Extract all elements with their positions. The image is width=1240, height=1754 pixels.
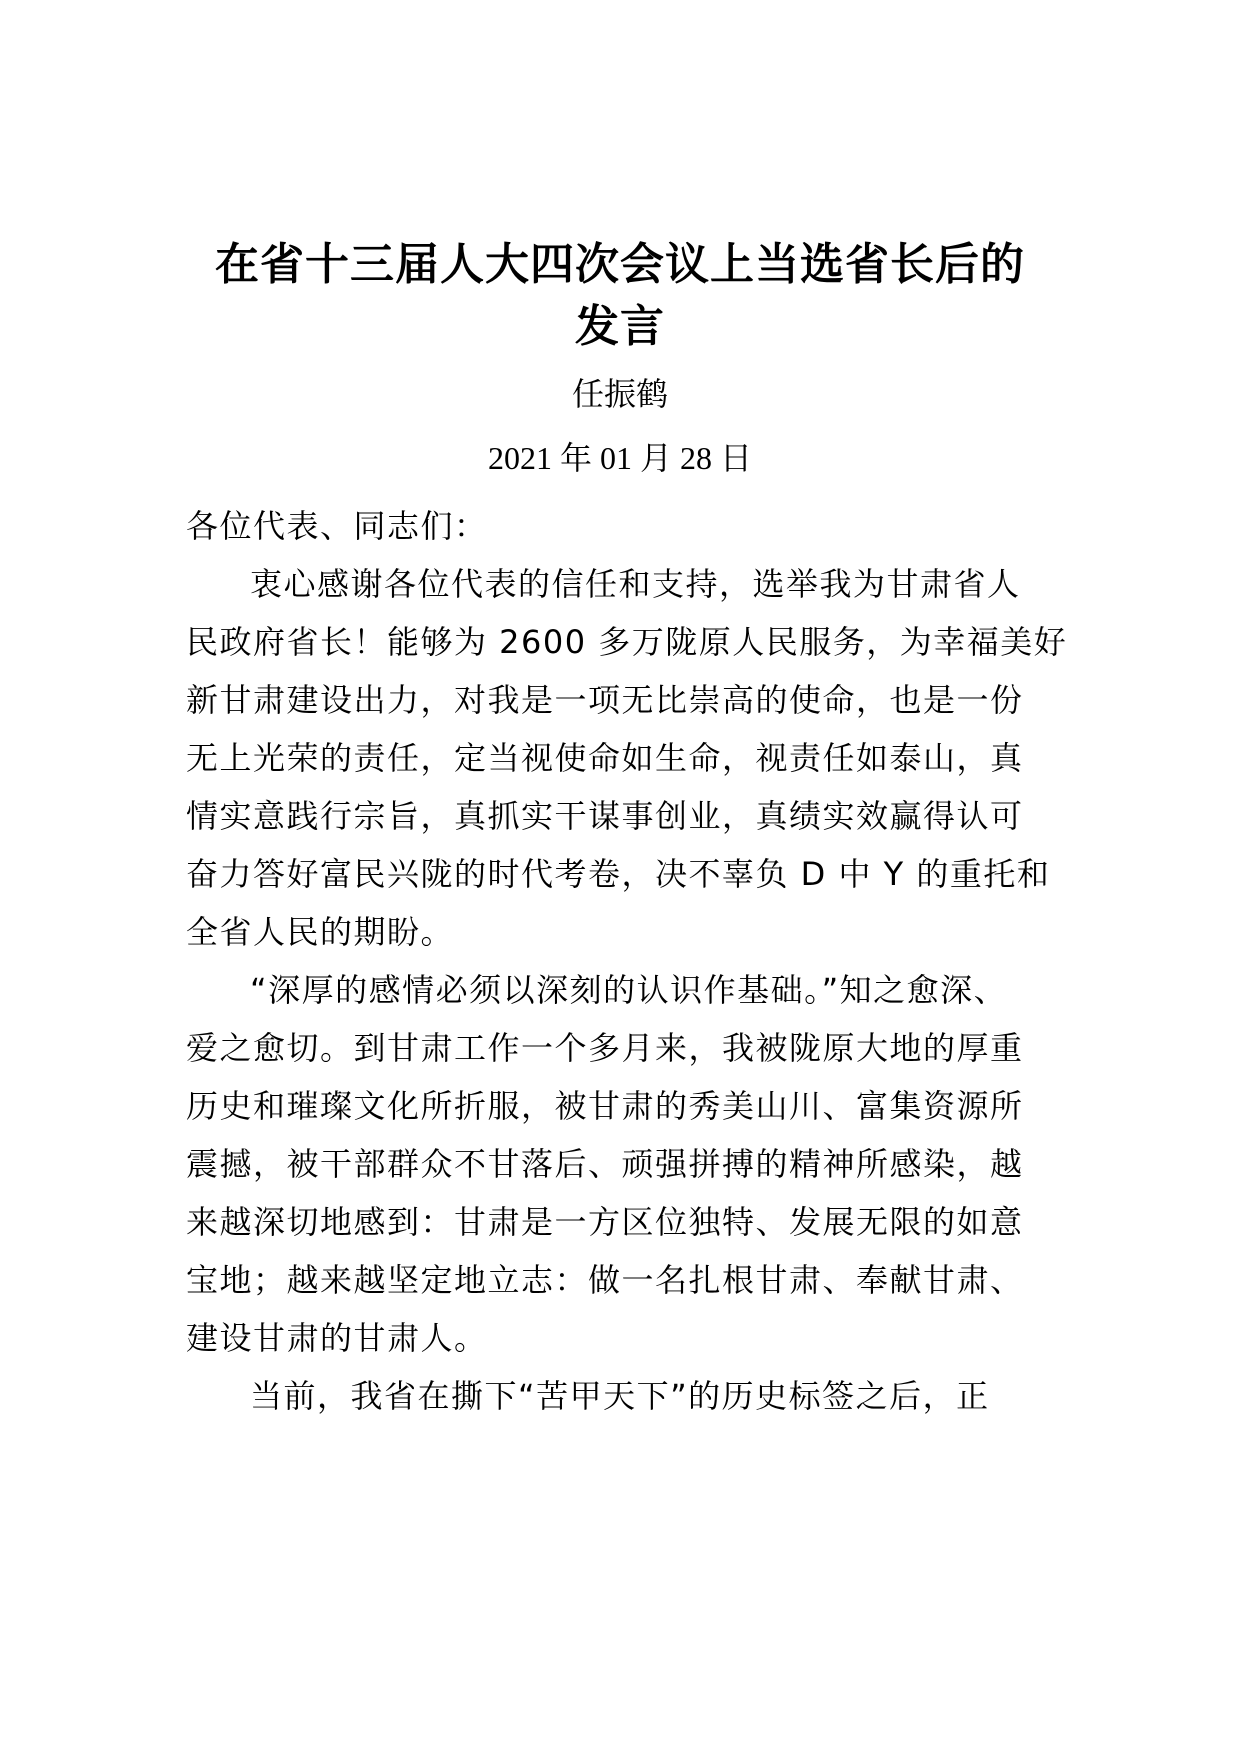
document-title-line-1: 在省十三届人大四次会议上当选省长后的 bbox=[215, 239, 1025, 290]
text-line: 全省人民的期盼。 bbox=[186, 913, 455, 951]
text-line: 历史和璀璨文化所折服，被甘肃的秀美山川、富集资源所 bbox=[186, 1087, 1024, 1125]
text-line: 当前，我省在撕下“苦甲天下”的历史标签之后，正 bbox=[250, 1377, 990, 1415]
text-line: 爱之愈切。到甘肃工作一个多月来，我被陇原大地的厚重 bbox=[186, 1029, 1024, 1067]
author-name: 任振鹤 bbox=[571, 375, 668, 413]
text-line: 宝地；越来越坚定地立志：做一名扎根甘肃、奉献甘肃、 bbox=[186, 1261, 1024, 1299]
text-line: 民政府省长！能够为 2600 多万陇原人民服务，为幸福美好 bbox=[186, 623, 1068, 661]
text-line: 震撼，被干部群众不甘落后、顽强拼搏的精神所感染，越 bbox=[186, 1145, 1024, 1183]
document-title-line-2: 发言 bbox=[575, 301, 665, 352]
text-line: 来越深切地感到：甘肃是一方区位独特、发展无限的如意 bbox=[186, 1203, 1024, 1241]
greeting-line: 各位代表、同志们： bbox=[186, 507, 488, 545]
text-line: 奋力答好富民兴陇的时代考卷，决不辜负 D 中 Y 的重托和 bbox=[186, 855, 1051, 893]
text-line: 衷心感谢各位代表的信任和支持，选举我为甘肃省人 bbox=[250, 565, 1021, 603]
text-line: 情实意践行宗旨，真抓实干谋事创业，真绩实效赢得认可 bbox=[186, 797, 1024, 835]
text-line: 新甘肃建设出力，对我是一项无比崇高的使命，也是一份 bbox=[186, 681, 1024, 719]
text-line: 建设甘肃的甘肃人。 bbox=[186, 1319, 488, 1357]
speech-date: 2021 年 01 月 28 日 bbox=[487, 440, 752, 476]
text-line: 无上光荣的责任，定当视使命如生命，视责任如泰山，真 bbox=[186, 739, 1024, 777]
text-line: “深厚的感情必须以深刻的认识作基础。”知之愈深、 bbox=[250, 971, 1008, 1009]
